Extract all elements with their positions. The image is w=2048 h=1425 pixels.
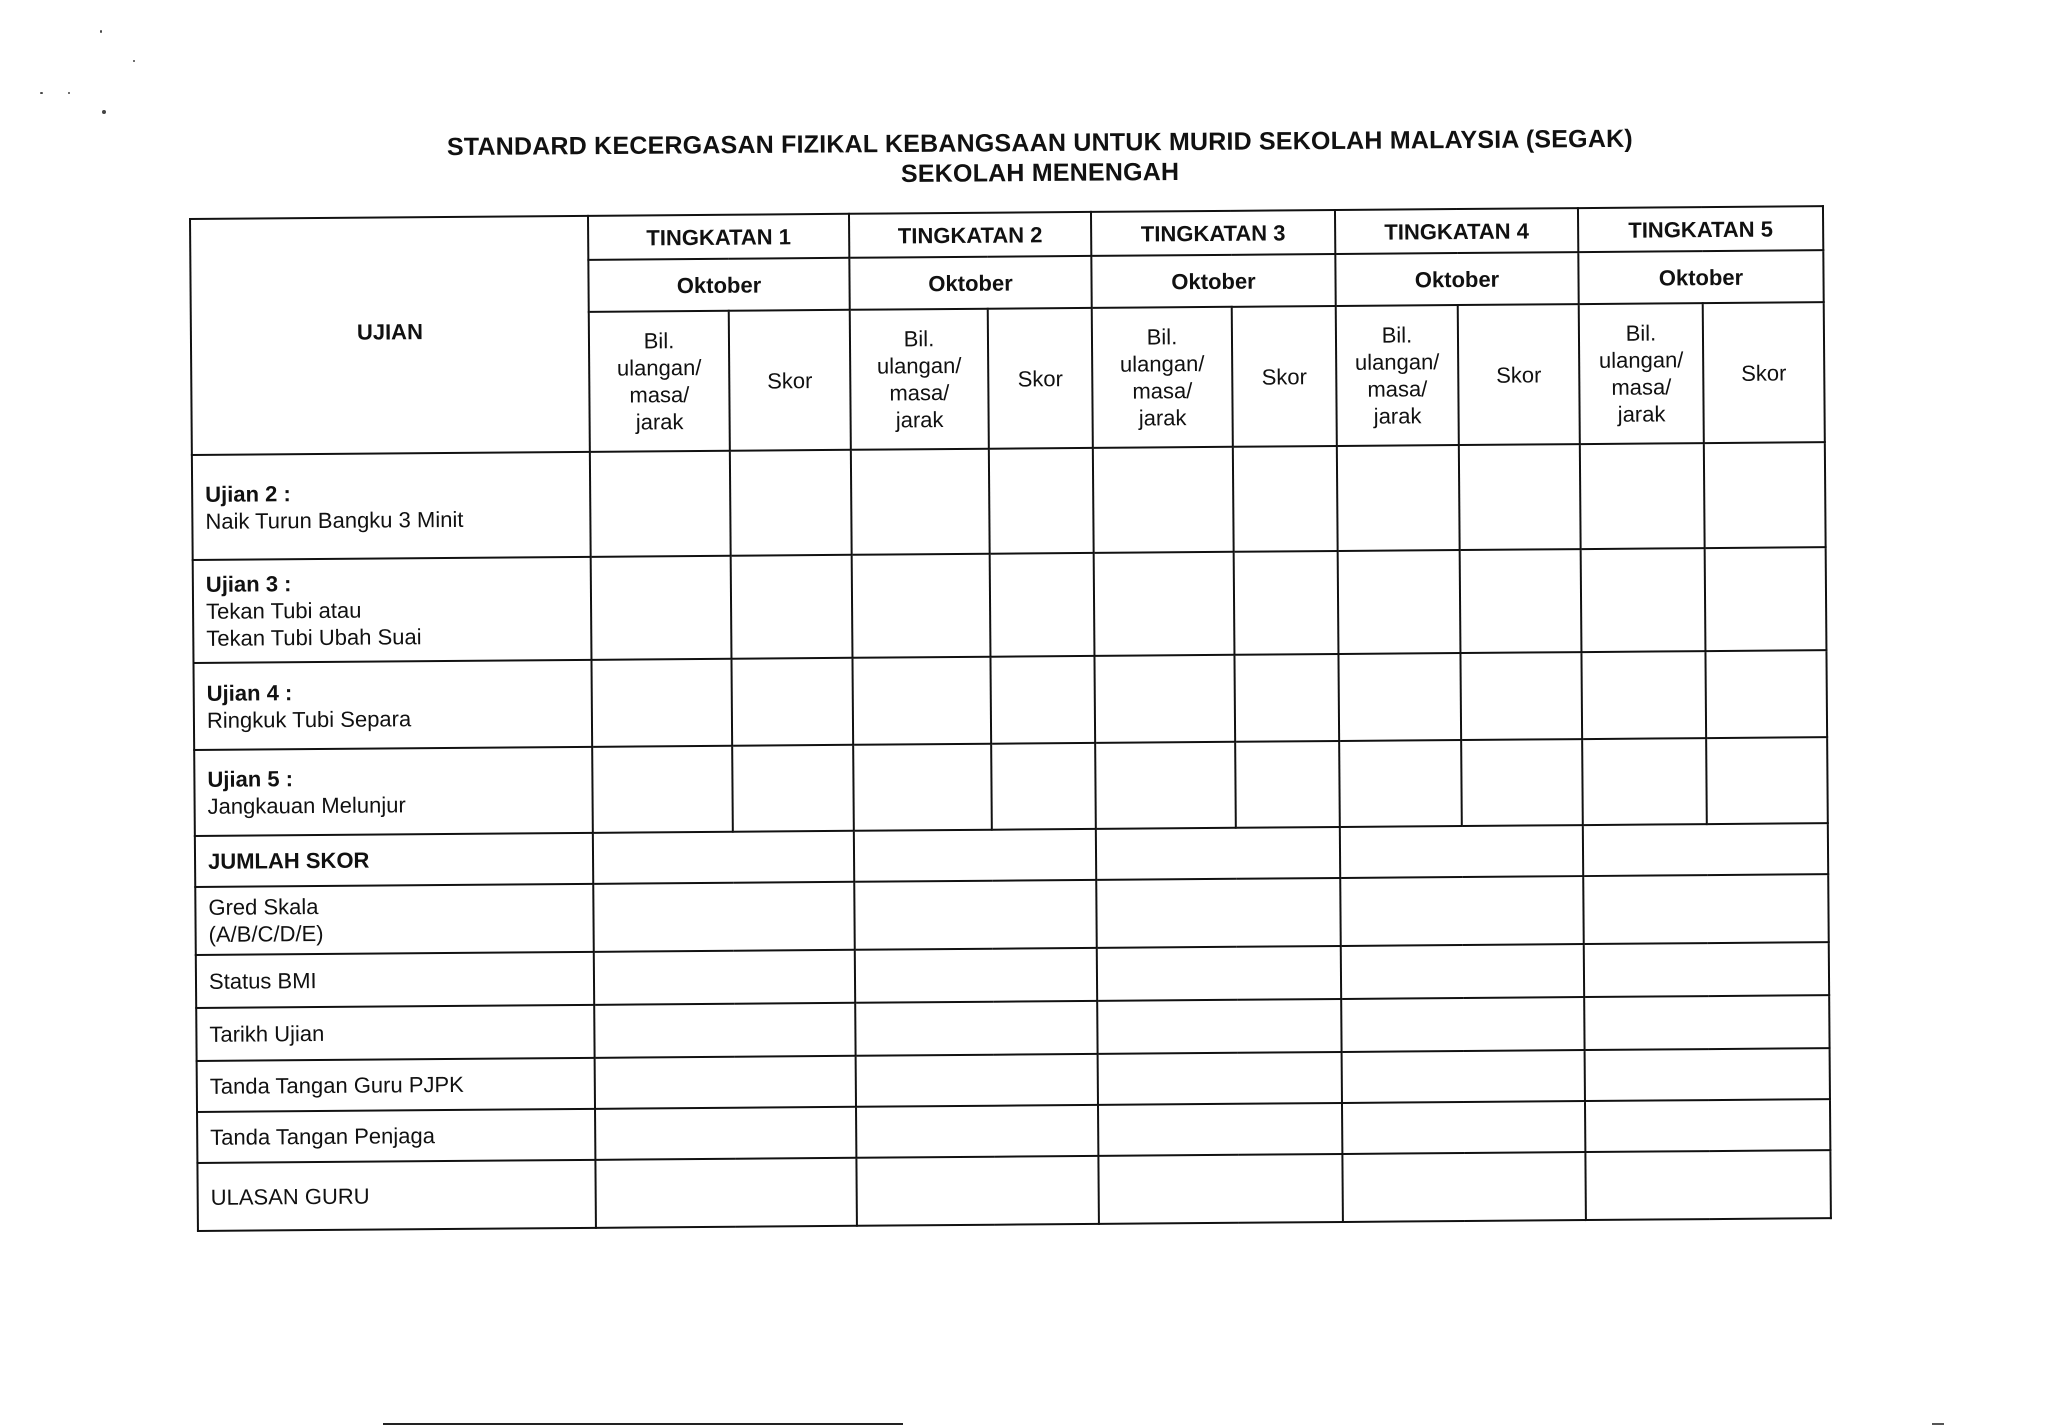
skor-input-cell[interactable] [1235,741,1340,828]
test-description: Jangkauan Melunjur [207,792,406,819]
skor-input-cell[interactable] [1233,446,1338,552]
level-header: TINGKATAN 5 [1578,206,1823,252]
bil-input-cell[interactable] [1581,548,1706,652]
skor-input-cell[interactable] [1459,444,1581,550]
segak-table-wrapper [189,205,1832,1232]
skor-input-cell[interactable] [1705,650,1827,738]
summary-label: ULASAN GURU [210,1183,370,1210]
scan-speck [68,92,70,94]
bil-input-cell[interactable] [1338,653,1461,741]
skor-input-cell[interactable] [989,448,1094,554]
summary-label-cell [195,884,594,955]
summary-input-cell[interactable] [1585,1150,1831,1220]
skor-header: Skor [729,310,851,451]
level-header: TINGKATAN 3 [1091,210,1335,256]
month-header: Oktober [1335,252,1578,306]
level-header: TINGKATAN 2 [849,212,1091,258]
summary-input-cell[interactable] [855,948,1097,1003]
bil-header-line: ulangan/ [616,354,702,381]
test-row [193,547,1827,663]
skor-input-cell[interactable] [991,743,1096,830]
bil-ulangan-header [1336,305,1459,446]
bil-header-line: jarak [1138,405,1187,431]
bil-input-cell[interactable] [590,451,731,557]
skor-input-cell[interactable] [1460,652,1582,740]
skor-input-cell[interactable] [1234,654,1339,742]
summary-input-cell[interactable] [856,1156,1099,1226]
bil-input-cell[interactable] [1337,445,1460,551]
summary-input-cell[interactable] [595,1107,856,1160]
bil-header-line: masa/ [1367,376,1428,402]
summary-input-cell[interactable] [1341,944,1584,999]
title-line-2: SEKOLAH MENENGAH [900,158,1180,188]
skor-input-cell[interactable] [990,553,1095,657]
bil-header-line: ulangan/ [1119,351,1205,377]
summary-input-cell[interactable] [1584,995,1829,1050]
bil-input-cell[interactable] [1339,740,1462,827]
bil-header-line: ulangan/ [1598,347,1684,373]
summary-input-cell[interactable] [1583,874,1829,944]
summary-input-cell[interactable] [595,1056,856,1109]
bil-input-cell[interactable] [1093,447,1234,553]
test-description: Tekan Tubi atau [205,597,362,624]
summary-input-cell[interactable] [1098,1154,1343,1224]
summary-input-cell[interactable] [1583,823,1828,876]
bil-input-cell[interactable] [591,556,732,660]
summary-input-cell[interactable] [1341,997,1584,1052]
bil-ulangan-header [1579,303,1704,444]
bil-input-cell[interactable] [853,744,992,831]
summary-label-line2: (A/B/C/D/E) [208,920,324,947]
ujian-header: UJIAN [190,216,590,455]
bil-header-line: Bil. [1381,322,1413,348]
summary-input-cell[interactable] [855,1001,1097,1056]
test-row [192,442,1826,560]
summary-label: Gred Skala [208,894,319,920]
summary-input-cell[interactable] [1096,827,1340,880]
summary-row [195,874,1828,955]
summary-label: Tanda Tangan Guru PJPK [209,1071,464,1099]
bil-header-line: jarak [895,407,944,433]
summary-input-cell[interactable] [1342,1050,1585,1103]
summary-input-cell[interactable] [1098,1052,1342,1105]
summary-label: Tanda Tangan Penjaga [210,1123,435,1150]
skor-header: Skor [988,308,1093,449]
summary-input-cell[interactable] [854,829,1096,882]
bil-header-line: masa/ [1132,378,1193,404]
summary-input-cell[interactable] [1097,946,1341,1001]
skor-input-cell[interactable] [1234,551,1339,655]
level-header: TINGKATAN 1 [588,214,849,260]
summary-input-cell[interactable] [1340,825,1583,878]
skor-input-cell[interactable] [732,745,854,832]
summary-input-cell[interactable] [1340,876,1584,946]
bil-header-line: jarak [1617,401,1666,427]
bil-input-cell[interactable] [1095,742,1236,829]
test-number: Ujian 3 : [205,571,292,597]
month-header: Oktober [1578,250,1823,304]
skor-input-cell[interactable] [1460,549,1582,653]
summary-label: Tarikh Ujian [209,1020,325,1047]
skor-header: Skor [1232,306,1337,447]
summary-input-cell[interactable] [1342,1101,1585,1154]
test-number: Ujian 2 : [205,480,291,507]
skor-input-cell[interactable] [1704,442,1826,548]
test-description: Tekan Tubi Ubah Suai [206,624,422,651]
bil-header-line: Bil. [903,326,935,352]
bil-input-cell[interactable] [1580,443,1705,549]
test-description: Naik Turun Bangku 3 Minit [205,506,464,534]
bil-input-cell[interactable] [852,657,991,745]
bil-input-cell[interactable] [1338,550,1461,654]
document-title [300,123,1780,193]
summary-input-cell[interactable] [1584,942,1829,997]
test-number: Ujian 4 : [206,679,293,706]
summary-input-cell[interactable] [595,1158,857,1228]
summary-label-cell [197,1058,595,1112]
test-row [193,650,1827,750]
summary-input-cell[interactable] [1098,1103,1342,1156]
bil-input-cell[interactable] [1582,738,1707,825]
test-number: Ujian 5 : [207,766,294,792]
summary-input-cell[interactable] [1585,1048,1830,1101]
scan-speck [100,30,102,33]
bil-ulangan-header [850,309,989,450]
summary-label-cell [197,1160,596,1231]
summary-label: JUMLAH SKOR [207,847,370,874]
bil-header-line: Bil. [1146,324,1178,350]
summary-input-cell[interactable] [594,1003,855,1058]
bil-header-line: Bil. [1625,320,1657,346]
bil-input-cell[interactable] [591,659,732,747]
skor-input-cell[interactable] [730,450,852,556]
summary-input-cell[interactable] [593,831,854,884]
bil-header-line: jarak [635,409,684,435]
bil-ulangan-header [589,311,730,452]
bil-header-line: jarak [1373,403,1422,429]
summary-input-cell[interactable] [1342,1152,1586,1222]
summary-label-cell [197,1109,595,1163]
month-header: Oktober [588,258,849,312]
scan-speck [133,60,135,62]
skor-input-cell[interactable] [1705,547,1827,651]
skor-input-cell[interactable] [731,555,853,659]
skor-input-cell[interactable] [1461,739,1583,826]
bil-header-line: masa/ [889,380,950,406]
month-header: Oktober [1091,254,1335,308]
summary-input-cell[interactable] [1097,999,1341,1054]
bil-header-line: masa/ [1611,374,1672,400]
level-header: TINGKATAN 4 [1335,208,1578,254]
summary-row [197,1150,1830,1231]
summary-label-cell [196,952,594,1008]
summary-input-cell[interactable] [593,882,855,952]
bil-header-line: masa/ [629,382,690,408]
bil-input-cell[interactable] [852,554,991,658]
summary-input-cell[interactable] [1096,878,1341,948]
bil-input-cell[interactable] [1094,552,1235,656]
summary-input-cell[interactable] [1585,1099,1830,1152]
test-label-cell [194,747,593,836]
segak-score-table [189,205,1832,1232]
bil-input-cell[interactable] [1581,651,1706,739]
skor-input-cell[interactable] [990,656,1095,744]
summary-input-cell[interactable] [856,1054,1098,1107]
skor-header: Skor [1458,304,1580,445]
summary-label-cell [195,833,593,887]
test-row [194,737,1828,836]
summary-input-cell[interactable] [854,880,1097,950]
skor-input-cell[interactable] [1706,737,1828,824]
skor-input-cell[interactable] [731,658,853,746]
title-line-1: STANDARD KECERGASAN FIZIKAL KEBANGSAAN UNTUK MURID SEKOLAH MALAYSIA (SEGAK) [446,124,1633,162]
bil-ulangan-header [1092,307,1233,448]
bil-header-line: ulangan/ [1354,349,1440,375]
test-label-cell [192,452,591,560]
summary-input-cell[interactable] [594,950,855,1005]
scan-speck [40,92,43,94]
summary-input-cell[interactable] [856,1105,1098,1158]
bil-header-line: Bil. [643,328,675,354]
test-description: Ringkuk Tubi Separa [206,705,412,733]
test-label-cell [193,660,592,750]
summary-label: Status BMI [208,968,317,994]
bil-input-cell[interactable] [851,449,990,555]
summary-label-cell [196,1005,594,1061]
bil-input-cell[interactable] [1094,655,1235,743]
skor-header: Skor [1703,302,1825,443]
test-label-cell [193,557,592,663]
bil-input-cell[interactable] [592,746,733,833]
month-header: Oktober [849,256,1091,310]
bil-header-line: ulangan/ [876,352,962,379]
scan-speck [102,110,106,114]
